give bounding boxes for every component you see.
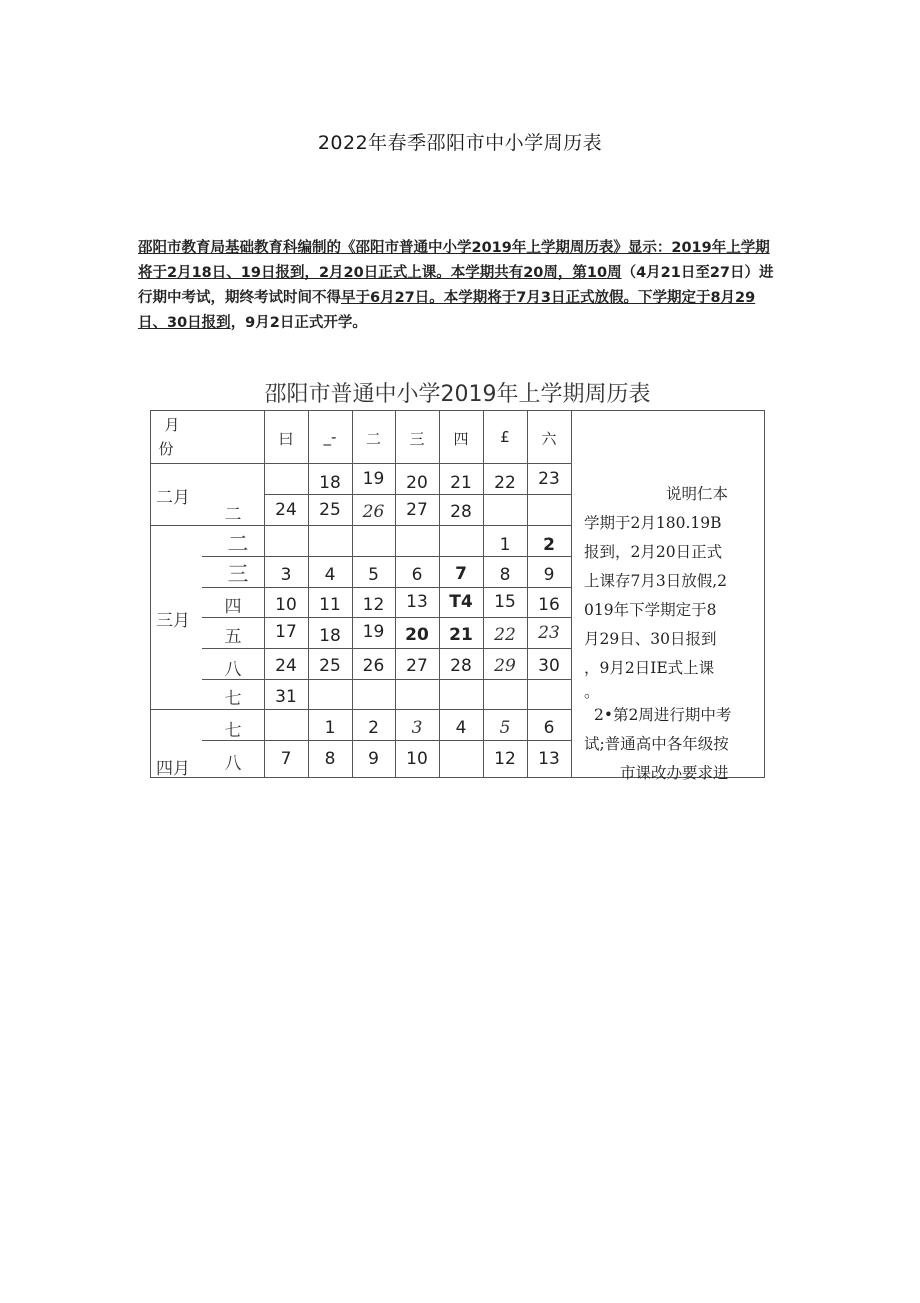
- day-cell: 27: [406, 500, 428, 520]
- month-header-label: 份: [158, 440, 174, 458]
- notes-line: 。: [584, 683, 600, 701]
- day-header: 三: [409, 430, 425, 448]
- row-line: [202, 617, 571, 618]
- day-cell: 10: [275, 595, 297, 615]
- day-cell: 29: [494, 656, 516, 676]
- day-cell: 3: [411, 718, 423, 738]
- notes-line: 报到，2月20日正式: [584, 543, 723, 561]
- intro-text-4: ，9月2日正式开学。: [230, 315, 367, 331]
- day-cell: T4: [449, 592, 473, 612]
- day-header: _-: [323, 428, 337, 446]
- day-cell: 21: [450, 473, 472, 493]
- day-cell: 19: [362, 622, 385, 642]
- day-cell: 17: [275, 622, 297, 642]
- day-cell: 6: [411, 565, 423, 585]
- day-cell: 25: [319, 656, 341, 676]
- row-line: [202, 679, 571, 680]
- day-cell: 3: [280, 565, 292, 585]
- day-cell: 30: [538, 656, 560, 676]
- day-cell: 8: [499, 565, 511, 585]
- table-border-right: [764, 410, 765, 778]
- day-cell: 2: [543, 535, 555, 555]
- day-cell: 23: [538, 623, 560, 643]
- row-line: [264, 494, 571, 495]
- day-cell: 9: [543, 565, 555, 585]
- day-cell: 8: [324, 749, 336, 769]
- header-divider: [150, 463, 571, 464]
- day-cell: 20: [406, 473, 428, 493]
- week-number: 七: [224, 721, 242, 741]
- notes-line: 2•第2周进行期中考: [594, 706, 732, 724]
- day-cell: 31: [275, 687, 297, 707]
- table-border-top: [150, 410, 765, 411]
- day-cell: 24: [275, 500, 297, 520]
- month-divider-feb: [150, 525, 571, 526]
- notes-line: 说明仁本: [666, 485, 729, 503]
- day-cell: 4: [455, 718, 467, 738]
- week-number: 二: [227, 532, 249, 556]
- day-cell: 1: [324, 718, 336, 738]
- notes-line: 市课改办要求进: [620, 764, 729, 782]
- notes-divider: [571, 410, 572, 778]
- day-header: 曰: [278, 430, 294, 448]
- day-cell: 1: [499, 535, 511, 555]
- day-header: £: [500, 428, 510, 446]
- day-cell: 28: [450, 656, 472, 676]
- document-title: 2022年春季邵阳市中小学周历表: [317, 132, 603, 154]
- day-cell: 27: [406, 656, 428, 676]
- day-cell: 18: [319, 626, 341, 646]
- intro-text-1: 邵阳市教育局基础教育科编制的《邵阳市普通中小学2019年上学期周历表》显示：2019年上学期将于2月18日、19日报到，2月20日正式上课。本学期共有20周，第10周: [138, 240, 770, 281]
- table-border-left: [150, 410, 151, 778]
- intro-text-3: 早于6月27日。本学期将于7月3日正式放假。下学期定于8月29日、30日报到: [138, 290, 756, 331]
- day-cell: 13: [538, 749, 560, 769]
- day-cell: 13: [406, 592, 428, 612]
- day-cell: 25: [319, 500, 341, 520]
- week-number: 七: [224, 689, 242, 709]
- day-header: 四: [453, 430, 469, 448]
- notes-line: 上课存7月3日放假,2: [584, 572, 728, 590]
- row-line: [202, 740, 571, 741]
- month-header-label: 月: [164, 416, 180, 434]
- day-cell: 21: [449, 625, 473, 645]
- intro-paragraph: [138, 236, 782, 336]
- day-cell: 5: [499, 718, 511, 738]
- row-line: [202, 648, 571, 649]
- notes-line: 月29日、30日报到: [584, 630, 717, 648]
- day-cell: 5: [368, 565, 379, 585]
- day-cell: 9: [368, 749, 379, 769]
- day-cell: 7: [455, 564, 467, 584]
- day-cell: 7: [280, 749, 292, 769]
- notes-line: 019年下学期定于8: [584, 601, 717, 619]
- month-label-feb: 二月: [156, 488, 190, 508]
- notes-line: 试;普通高中各年级按: [584, 735, 729, 753]
- notes-line: ，9月2日IE式上课: [584, 659, 715, 677]
- day-cell: 23: [538, 469, 560, 489]
- col-line: [264, 410, 265, 778]
- day-cell: 22: [494, 625, 516, 645]
- month-label-mar: 三月: [156, 611, 190, 631]
- week-number: 四: [224, 597, 242, 617]
- day-cell: 2: [368, 718, 379, 738]
- week-number: 三: [227, 562, 249, 586]
- day-cell: 10: [406, 749, 428, 769]
- week-number: 八: [224, 660, 242, 680]
- day-cell: 19: [362, 469, 385, 489]
- day-cell: 26: [362, 502, 385, 522]
- month-divider-mar: [150, 709, 571, 710]
- day-cell: 24: [275, 656, 297, 676]
- day-header: 二: [365, 430, 381, 448]
- day-cell: 20: [405, 625, 429, 645]
- week-number: 八: [224, 754, 242, 774]
- day-cell: 12: [494, 749, 516, 769]
- day-cell: 4: [324, 565, 336, 585]
- day-cell: 26: [362, 656, 385, 676]
- day-cell: 11: [319, 595, 341, 615]
- day-cell: 15: [494, 592, 516, 612]
- day-cell: 6: [543, 718, 555, 738]
- month-label-apr: 四月: [156, 759, 190, 779]
- day-cell: 22: [494, 473, 516, 493]
- week-number: 五: [224, 627, 242, 647]
- day-cell: 18: [319, 473, 341, 493]
- day-cell: 28: [450, 502, 472, 522]
- week-number: 二: [224, 505, 242, 525]
- day-cell: 16: [538, 595, 560, 615]
- table-title: 邵阳市普通中小学2019年上学期周历表: [264, 382, 651, 407]
- notes-panel: [584, 480, 762, 788]
- notes-line: 学期于2月180.19B: [584, 514, 722, 532]
- day-cell: 12: [362, 595, 385, 615]
- week-calendar-table: [150, 410, 765, 782]
- day-header: 六: [541, 430, 557, 448]
- intro-text-2: （4月21日至27日）进行期中考试，期终考试时间不得: [138, 265, 774, 306]
